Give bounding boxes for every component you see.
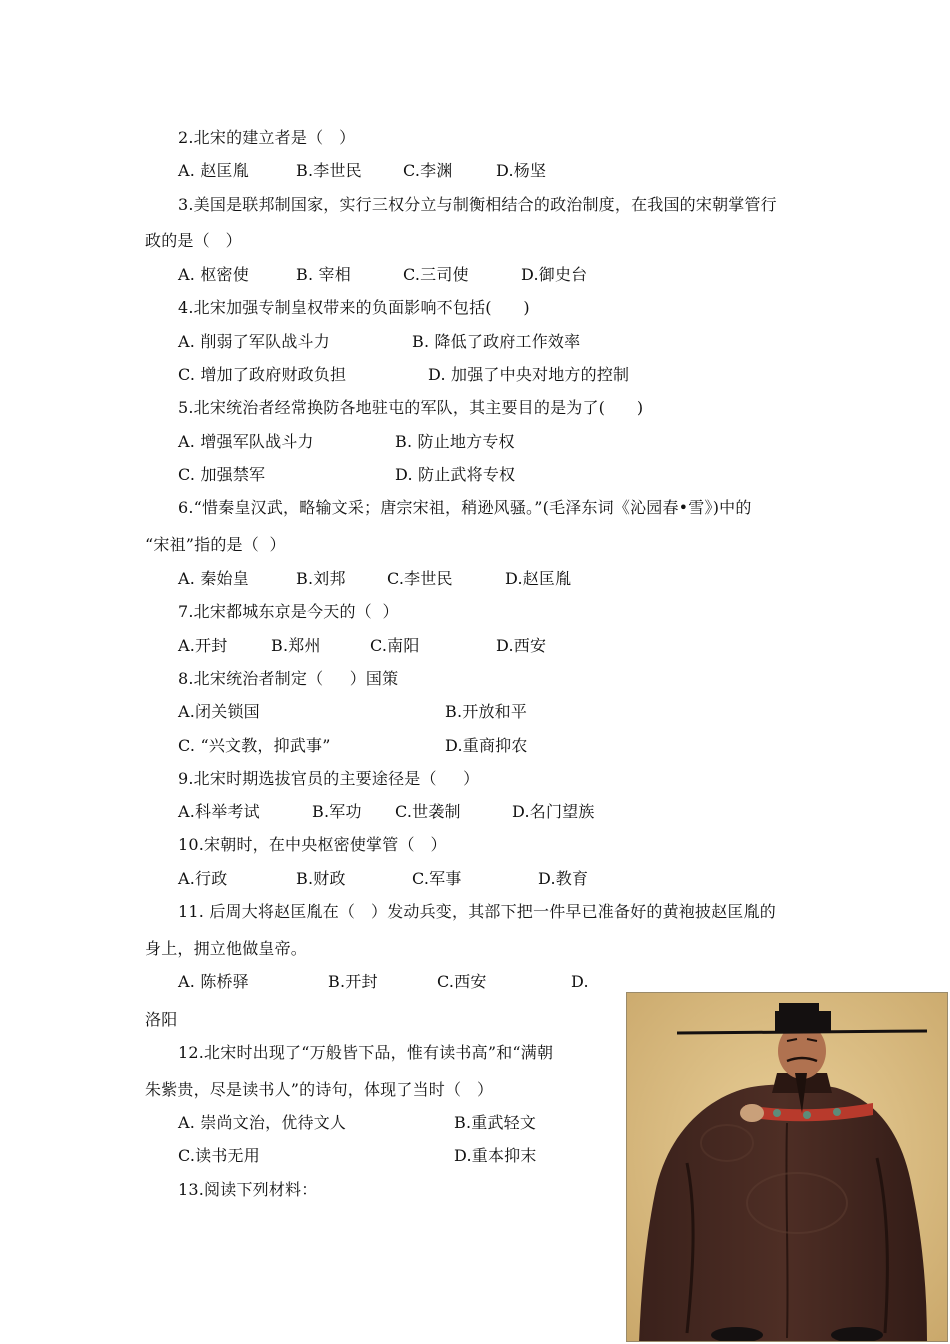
question-13-stem: 13.阅读下列材料： — [178, 1180, 318, 1199]
question-8-option-d: D.重商抑农 — [445, 736, 528, 755]
question-8-option-c: C. “兴文教，抑武事” — [178, 736, 331, 755]
question-11-option-d-text: 洛阳 — [145, 1010, 178, 1029]
question-9-option-c: C.世袭制 — [395, 802, 461, 821]
question-6-stem: 6.“惜秦皇汉武，略输文采；唐宗宋祖，稍逊风骚。”(毛泽东词《沁园春•雪》)中的 — [178, 498, 752, 517]
question-5-stem: 5.北宋统治者经常换防各地驻屯的军队，其主要目的是为了( ) — [178, 398, 644, 417]
question-6-option-b: B.刘邦 — [296, 569, 346, 588]
question-9-stem: 9.北宋时期选拔官员的主要途径是（ ） — [178, 769, 480, 788]
question-6-option-c: C.李世民 — [387, 569, 453, 588]
question-11-option-c: C.西安 — [437, 972, 487, 991]
question-3-option-c: C.三司使 — [403, 265, 469, 284]
question-3-stem: 3.美国是联邦制国家，实行三权分立与制衡相结合的政治制度，在我国的宋朝掌管行 — [178, 195, 777, 214]
question-9-option-d: D.名门望族 — [512, 802, 595, 821]
question-8-stem: 8.北宋统治者制定（ ）国策 — [178, 669, 399, 688]
question-12-option-b: B.重武轻文 — [454, 1113, 537, 1132]
question-3-option-a: A. 枢密使 — [178, 265, 249, 284]
question-7-option-c: C.南阳 — [370, 636, 420, 655]
question-12-option-d: D.重本抑末 — [454, 1146, 537, 1165]
question-7-option-a: A.开封 — [178, 636, 228, 655]
question-9-option-a: A.科举考试 — [178, 802, 260, 821]
question-2-stem: 2.北宋的建立者是（ ） — [178, 128, 356, 147]
question-12-option-c: C.读书无用 — [178, 1146, 260, 1165]
question-11-stem-continued: 身上，拥立他做皇帝。 — [145, 939, 308, 958]
question-4-option-d: D. 加强了中央对地方的控制 — [428, 365, 630, 384]
question-3-option-d: D.御史台 — [521, 265, 588, 284]
question-10-stem: 10.宋朝时，在中央枢密使掌管（ ） — [178, 835, 447, 854]
question-7-option-d: D.西安 — [496, 636, 547, 655]
question-7-stem: 7.北宋都城东京是今天的（ ） — [178, 602, 399, 621]
question-3-option-b: B. 宰相 — [296, 265, 351, 284]
question-10-option-b: B.财政 — [296, 869, 346, 888]
question-7-option-b: B.郑州 — [271, 636, 321, 655]
question-4-option-b: B. 降低了政府工作效率 — [412, 332, 581, 351]
question-12-stem-continued: 朱紫贵，尽是读书人”的诗句，体现了当时（ ） — [145, 1080, 494, 1099]
question-2-option-b: B.李世民 — [296, 161, 362, 180]
question-11-stem: 11. 后周大将赵匡胤在（ ）发动兵变，其部下把一件早已准备好的黄袍披赵匡胤的 — [178, 902, 776, 921]
question-2-option-d: D.杨坚 — [496, 161, 547, 180]
question-11-option-b: B.开封 — [328, 972, 378, 991]
question-5-option-d: D. 防止武将专权 — [395, 465, 516, 484]
question-3-stem-continued: 政的是（ ） — [145, 231, 242, 250]
question-10-option-a: A.行政 — [178, 869, 228, 888]
question-8-option-a: A.闭关锁国 — [178, 702, 260, 721]
question-5-option-a: A. 增强军队战斗力 — [178, 432, 314, 451]
question-2-option-a: A. 赵匡胤 — [178, 161, 249, 180]
question-10-option-d: D.教育 — [538, 869, 589, 888]
question-6-option-a: A. 秦始皇 — [178, 569, 249, 588]
question-5-option-b: B. 防止地方专权 — [395, 432, 515, 451]
question-4-option-c: C. 增加了政府财政负担 — [178, 365, 347, 384]
question-11-option-a: A. 陈桥驿 — [178, 972, 249, 991]
question-12-stem: 12.北宋时出现了“万般皆下品，惟有读书高”和“满朝 — [178, 1043, 554, 1062]
emperor-portrait — [626, 992, 948, 1342]
question-4-option-a: A. 削弱了军队战斗力 — [178, 332, 330, 351]
question-8-option-b: B.开放和平 — [445, 702, 528, 721]
question-6-stem-continued: “宋祖”指的是（ ） — [145, 535, 286, 554]
question-10-option-c: C.军事 — [412, 869, 462, 888]
question-12-option-a: A. 崇尚文治，优待文人 — [178, 1113, 347, 1132]
question-6-option-d: D.赵匡胤 — [505, 569, 572, 588]
question-11-option-d: D. — [571, 972, 589, 991]
question-9-option-b: B.军功 — [312, 802, 362, 821]
question-4-stem: 4.北宋加强专制皇权带来的负面影响不包括( ) — [178, 298, 530, 317]
question-5-option-c: C. 加强禁军 — [178, 465, 266, 484]
question-2-option-c: C.李渊 — [403, 161, 453, 180]
